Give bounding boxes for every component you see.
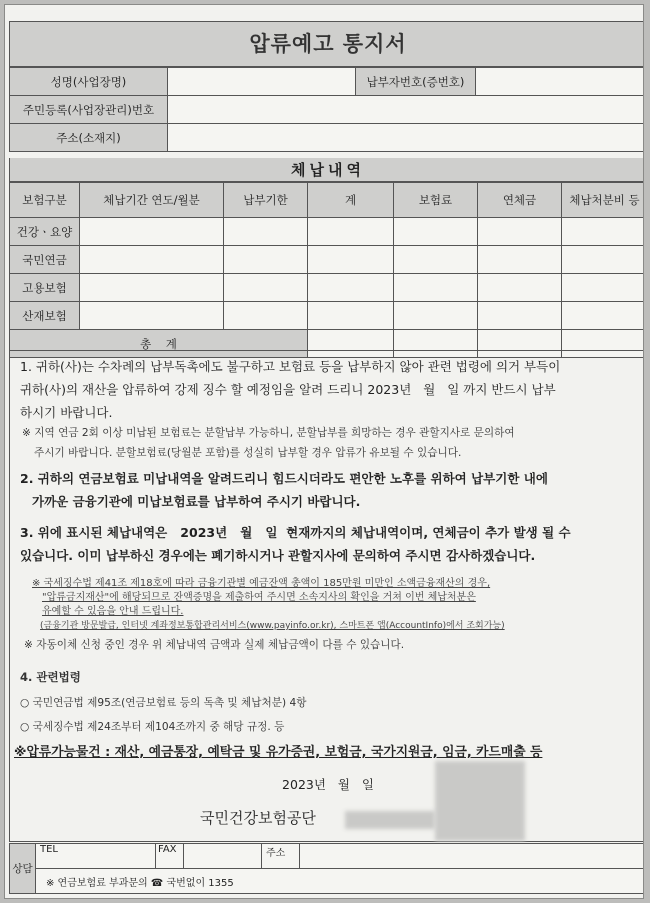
col-header: 보험구분: [10, 183, 80, 218]
fax-value: [184, 844, 262, 869]
taxpayer-no-value: [476, 68, 645, 96]
contact-side-label: 상담: [10, 844, 36, 894]
redacted-stamp: [435, 761, 525, 841]
taxpayer-no-label: 납부자번호(증번호): [356, 68, 476, 96]
fax-label: FAX: [156, 844, 184, 869]
ledger-row: [10, 246, 645, 274]
total-label: 총 계: [10, 330, 308, 358]
col-header: 연체금: [478, 183, 562, 218]
note-installment: ※ 지역 연금 2회 이상 미납된 보험료는 분할납부 가능하니, 분할납부를 희망하는 경우 관할지사로 문의하여 주시기 바랍니다. 분할보험료(당월분 포함)를 성실히 납부할 경우 압류가 유보될 수 있습니다.: [22, 427, 515, 459]
paragraph-1: 1. 귀하(사)는 수차례의 납부독촉에도 불구하고 보험료 등을 납부하지 않아 관련 법령에 의거 부득이 귀하(사)의 재산을 압류하여 강제 징수 할 예정임을 알려 드리니 2023년 월 일 까지 반드시 납부 하시기 바랍니다.: [20, 359, 561, 420]
tel-label: TEL: [36, 844, 156, 869]
note-autopay: ※ 자동이체 신청 중인 경우 위 체납내역 금액과 실제 체납금액이 다를 수 있습니다.: [24, 639, 405, 651]
address-label: 주소(소재지): [10, 124, 168, 152]
paragraph-2: 2. 귀하의 연금보험료 미납내역을 알려드리니 힘드시더라도 편안한 노후를 위하여 납부기한 내에 가까운 금융기관에 미납보험료를 납부하여 주시기 바랍니다.: [20, 471, 548, 509]
resident-no-value: [168, 96, 645, 124]
notice-body: [9, 350, 644, 842]
col-header: 납부기한: [224, 183, 308, 218]
note-exempt-property: ※ 국세징수법 제41조 제18호에 따라 금융기관별 예금잔액 총액이 185만원 미만인 소액금융재산의 경우, "압류금지재산"에 해당되므로 잔액증명을 제출하여 주시면 소속지사의 확인을 거쳐 이번 체납처분은 유예할 수 있음을 안내 드립니다. (금융기관 방문발급, 인터넷 계좌정보통합관리서비스(www.payinfo.or.kr), 스마트폰 앱(AccountInfo)에서 조회가능): [32, 578, 505, 631]
ledger-row: [10, 274, 645, 302]
issue-date: 2023년 월 일: [282, 777, 374, 792]
notice-paper: [4, 4, 644, 899]
seizable-items: ※압류가능물건 : 재산, 예금통장, 예탁금 및 유가증권, 보험금, 국가지원금, 임금, 카드매출 등: [14, 745, 543, 760]
contact-footer: [9, 843, 644, 894]
col-header: 계: [308, 183, 394, 218]
col-header: 체납기간 연도/월분: [80, 183, 224, 218]
related-laws-title: 4. 관련법령: [20, 670, 81, 684]
ledger-row: [10, 218, 645, 246]
row-label: 산재보험: [10, 302, 80, 330]
ledger-heading: 체납내역: [9, 158, 644, 182]
col-header: 보험료: [394, 183, 478, 218]
address-label: 주소: [262, 844, 300, 869]
row-label: 국민연금: [10, 246, 80, 274]
pension-hotline: ※ 연금보험료 부과문의 ☎ 국번없이 1355: [36, 869, 645, 894]
ledger-row: [10, 302, 645, 330]
resident-no-label: 주민등록(사업장관리)번호: [10, 96, 168, 124]
row-label: 고용보험: [10, 274, 80, 302]
address-value: [168, 124, 645, 152]
name-value: [168, 68, 356, 96]
document-title: 압류예고 통지서: [9, 21, 644, 67]
law-item: ○ 국세징수법 제24조부터 제104조까지 중 해당 규정. 등: [20, 721, 285, 733]
paragraph-3: 3. 위에 표시된 체납내역은 2023년 월 일 현재까지의 체납내역이며, 연체금이 추가 발생 될 수 있습니다. 이미 납부하신 경우에는 폐기하시거나 관할지사에 문의하여 주시면 감사하겠습니다.: [20, 525, 571, 563]
row-label: 건강ㆍ요양: [10, 218, 80, 246]
ledger-table: [9, 182, 644, 358]
address-value: [300, 844, 645, 869]
issuer-name: 국민건강보험공단: [200, 809, 316, 827]
redacted-branch: [345, 811, 435, 829]
law-item: ○ 국민연금법 제95조(연금보험료 등의 독촉 및 체납처분) 4항: [20, 697, 307, 709]
name-label: 성명(사업장명): [10, 68, 168, 96]
col-header: 체납처분비 등: [562, 183, 645, 218]
taxpayer-info-table: [9, 67, 644, 152]
